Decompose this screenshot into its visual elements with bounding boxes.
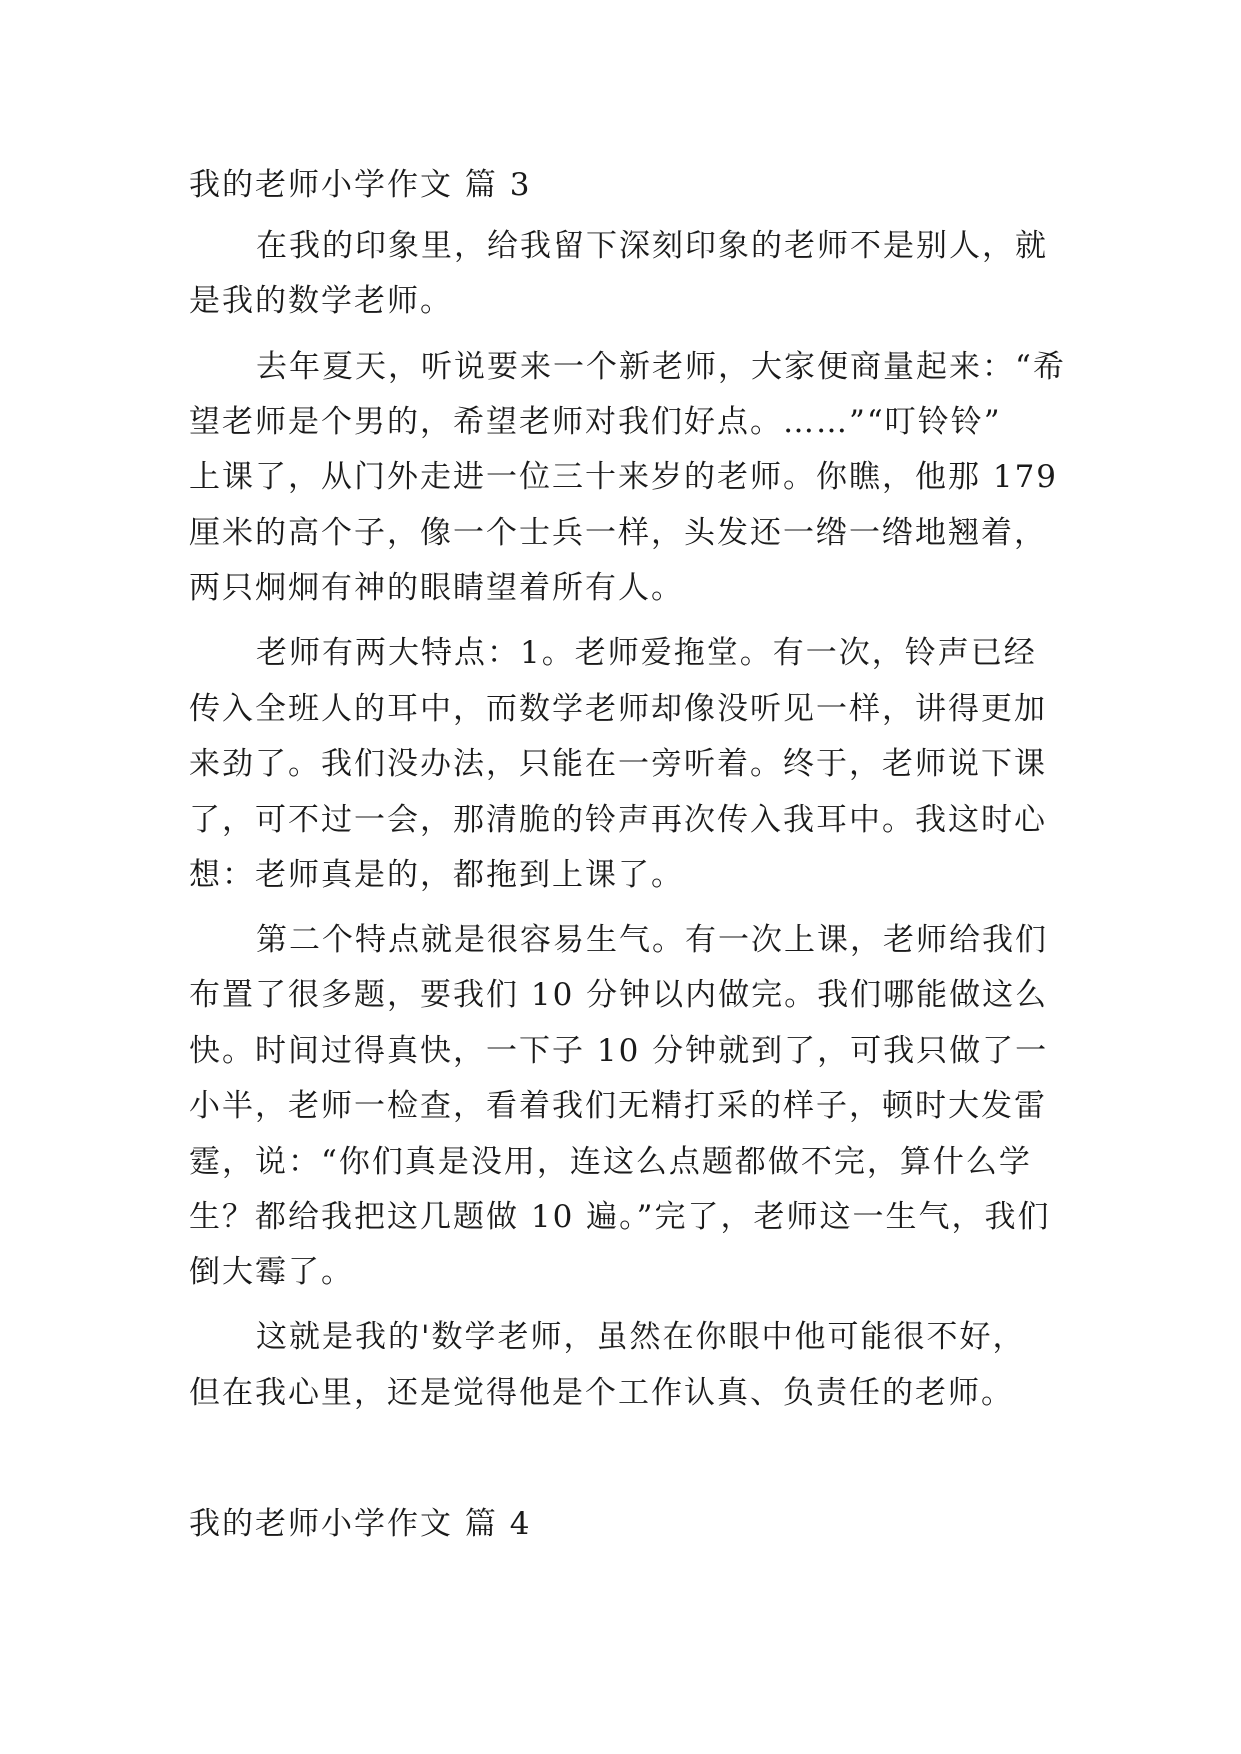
paragraph-3-line-2: 传入全班人的耳中，而数学老师却像没听见一样，讲得更加 (189, 691, 1047, 727)
paragraph-5-line-1: 这就是我的'数学老师，虽然在你眼中他可能很不好， (256, 1319, 1026, 1355)
paragraph-4-line-4: 小半，老师一检查，看着我们无精打采的样子，顿时大发雷 (189, 1088, 1047, 1124)
paragraph-3-line-1: 老师有两大特点：1。老师爱拖堂。有一次，铃声已经 (256, 635, 1037, 671)
paragraph-4-line-6: 生？都给我把这几题做 10 遍。”完了，老师这一生气，我们 (189, 1199, 1051, 1235)
paragraph-2-line-1: 去年夏天，听说要来一个新老师，大家便商量起来：“希 (256, 349, 1066, 385)
paragraph-3-line-4: 了，可不过一会，那清脆的铃声再次传入我耳中。我这时心 (189, 802, 1047, 838)
paragraph-1-line-1: 在我的印象里，给我留下深刻印象的老师不是别人，就 (256, 228, 1048, 264)
paragraph-4-line-1: 第二个特点就是很容易生气。有一次上课，老师给我们 (256, 922, 1048, 958)
paragraph-4-line-7: 倒大霉了。 (189, 1254, 354, 1290)
paragraph-2-line-5: 两只炯炯有神的眼睛望着所有人。 (189, 570, 684, 606)
paragraph-4-line-5: 霆，说：“你们真是没用，连这么点题都做不完，算什么学 (189, 1144, 1032, 1180)
paragraph-2-line-4: 厘米的高个子，像一个士兵一样，头发还一绺一绺地翘着， (189, 515, 1047, 551)
paragraph-2-line-2: 望老师是个男的，希望老师对我们好点。……”“叮铃铃” (189, 404, 1002, 440)
paragraph-5-line-2: 但在我心里，还是觉得他是个工作认真、负责任的老师。 (189, 1375, 1014, 1411)
section-4-title: 我的老师小学作文 篇 4 (189, 1506, 532, 1542)
paragraph-2-line-3: 上课了，从门外走进一位三十来岁的老师。你瞧，他那 179 (189, 459, 1059, 495)
paragraph-4-line-2: 布置了很多题，要我们 10 分钟以内做完。我们哪能做这么 (189, 977, 1049, 1013)
paragraph-4-line-3: 快。时间过得真快，一下子 10 分钟就到了，可我只做了一 (189, 1033, 1049, 1069)
section-3-title: 我的老师小学作文 篇 3 (189, 167, 532, 203)
paragraph-3-line-3: 来劲了。我们没办法，只能在一旁听着。终于，老师说下课 (189, 746, 1047, 782)
paragraph-1-line-2: 是我的数学老师。 (189, 283, 453, 319)
paragraph-3-line-5: 想：老师真是的，都拖到上课了。 (189, 857, 684, 893)
